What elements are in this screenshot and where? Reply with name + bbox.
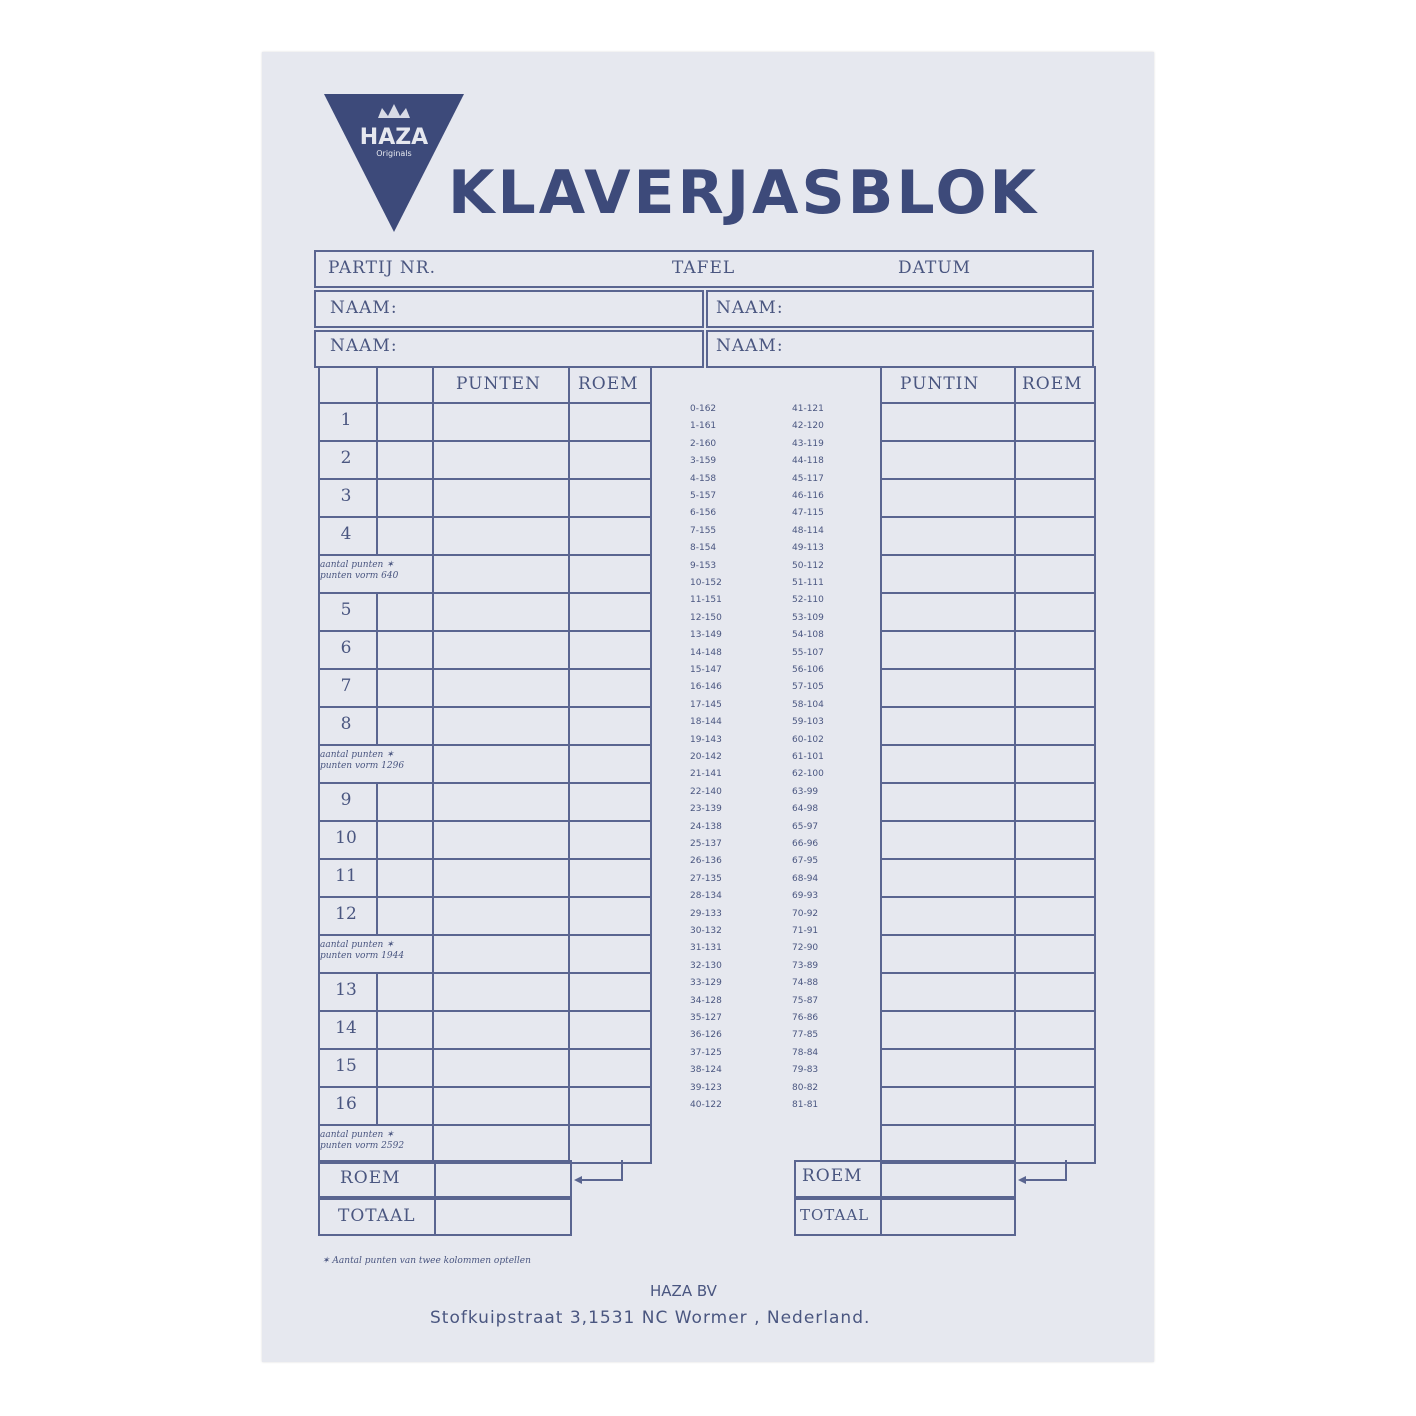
score-pair-left: 26-136 [690,856,722,867]
score-pair-right: 66-96 [792,839,819,849]
score-pair-right: 71-91 [792,926,819,936]
left-roem-arrow-icon [572,1158,624,1188]
right-score-cell[interactable] [1014,1048,1096,1088]
score-pair-left: 12-150 [690,612,722,623]
score-pair-left: 16-146 [690,682,722,693]
left-score-cell[interactable] [432,1010,570,1050]
right-score-cell[interactable] [1014,858,1096,898]
left-score-cell[interactable] [376,1048,434,1088]
right-score-cell[interactable] [1014,668,1096,708]
round-number: 13 [335,980,357,1000]
right-score-cell[interactable] [880,402,1016,442]
tafel-label: TAFEL [672,258,736,278]
left-roem-label: ROEM [340,1168,401,1188]
left-score-cell[interactable] [376,478,434,518]
score-pair-right: 56-106 [792,665,824,675]
right-score-cell[interactable] [880,478,1016,518]
score-pair-right: 51-111 [792,578,824,588]
right-score-cell[interactable] [1014,1010,1096,1050]
score-pair-left: 17-145 [690,699,722,710]
score-pair-right: 43-119 [792,438,824,449]
score-pair-right: 44-118 [792,456,824,467]
right-score-cell[interactable] [1014,592,1096,632]
score-pair-right: 81-81 [792,1100,819,1110]
right-score-cell[interactable] [880,744,1016,784]
left-subtotal-cell[interactable] [432,554,570,594]
score-pair-right: 50-112 [792,560,824,571]
score-pair-left: 39-123 [690,1082,722,1093]
right-score-cell[interactable] [880,440,1016,480]
score-pair-left: 38-124 [690,1065,722,1076]
left-score-cell[interactable] [432,896,570,936]
right-score-cell[interactable] [880,706,1016,746]
right-score-cell[interactable] [1014,782,1096,822]
score-pair-left: 34-128 [690,995,722,1006]
name-label-3: NAAM: [330,336,398,356]
right-score-cell[interactable] [880,668,1016,708]
right-score-cell[interactable] [1014,706,1096,746]
score-pair-right: 78-84 [792,1047,819,1058]
score-pair-left: 9-153 [690,560,717,571]
left-subtotal-cell[interactable] [568,744,652,784]
score-pair-right: 59-103 [792,717,824,728]
right-score-cell[interactable] [880,1048,1016,1088]
right-score-cell[interactable] [1014,934,1096,974]
score-pair-right: 75-87 [792,995,819,1006]
name-label-4: NAAM: [716,336,784,356]
left-score-cell[interactable] [568,782,652,822]
left-score-cell[interactable] [568,668,652,708]
name-label-2: NAAM: [716,298,784,318]
score-pair-right: 42-120 [792,421,824,432]
score-pair-left: 37-125 [690,1047,722,1058]
score-pair-left: 8-154 [690,543,717,554]
left-score-cell[interactable] [568,1048,652,1088]
left-totaal-label: TOTAAL [338,1206,416,1226]
score-pair-left: 21-141 [690,769,722,780]
right-score-cell[interactable] [1014,516,1096,556]
left-score-cell[interactable] [432,972,570,1012]
company-address: Stofkuipstraat 3,1531 NC Wormer , Nederland. [430,1308,871,1328]
score-pair-left: 35-127 [690,1013,722,1023]
round-number: 6 [340,638,352,658]
haza-logo [322,92,466,234]
left-score-cell[interactable] [432,630,570,670]
score-pair-right: 52-110 [792,595,824,606]
left-subtotal-cell[interactable] [568,554,652,594]
left-score-cell[interactable] [432,516,570,556]
left-score-cell[interactable] [376,706,434,746]
right-score-cell[interactable] [880,782,1016,822]
logo-subtext: Originals [376,149,412,158]
score-pair-right: 45-117 [792,473,824,484]
score-pair-left: 31-131 [690,943,722,954]
score-pair-right: 54-108 [792,630,824,641]
right-score-cell[interactable] [1014,1086,1096,1126]
left-header-cell [318,366,378,404]
score-pair-left: 14-148 [690,647,722,658]
round-number: 3 [340,486,352,506]
left-score-cell[interactable] [376,516,434,556]
subtotal-note: aantal punten ✶ punten vorm 2592 [320,1130,405,1151]
score-pair-left: 2-160 [690,438,717,449]
right-score-cell[interactable] [1014,972,1096,1012]
left-score-cell[interactable] [376,402,434,442]
score-pair-right: 57-105 [792,682,824,693]
score-pair-right: 47-115 [792,508,824,519]
left-subtotal-cell[interactable] [568,934,652,974]
left-header-cell [376,366,434,404]
right-score-cell[interactable] [1014,630,1096,670]
round-number: 14 [335,1018,357,1038]
score-pair-right: 53-109 [792,612,824,623]
left-score-cell[interactable] [568,858,652,898]
left-score-cell[interactable] [568,706,652,746]
score-pair-right: 55-107 [792,647,824,658]
right-score-cell[interactable] [1014,478,1096,518]
footnote: ✶ Aantal punten van twee kolommen optellen [322,1256,531,1266]
left-score-cell[interactable] [432,592,570,632]
right-totaal-label: TOTAAL [800,1206,870,1224]
score-pair-right: 65-97 [792,821,819,832]
left-score-cell[interactable] [432,820,570,860]
round-number: 2 [340,448,352,468]
left-score-cell[interactable] [568,440,652,480]
score-pair-right: 68-94 [792,873,819,884]
left-score-cell[interactable] [376,896,434,936]
score-pair-left: 20-142 [690,752,722,762]
score-pair-left: 23-139 [690,804,722,815]
score-pair-right: 49-113 [792,543,824,554]
right-score-cell[interactable] [1014,440,1096,480]
logo-brand: HAZA [359,125,429,150]
right-score-cell[interactable] [880,554,1016,594]
score-pair-left: 11-151 [690,595,722,606]
datum-label: DATUM [898,258,972,278]
left-score-cell[interactable] [432,478,570,518]
right-score-cell[interactable] [1014,896,1096,936]
round-number: 7 [340,676,352,696]
left-score-cell[interactable] [376,820,434,860]
right-score-cell[interactable] [880,1124,1016,1164]
round-number: 8 [340,714,352,734]
subtotal-note: aantal punten ✶ punten vorm 1296 [320,750,405,771]
score-pair-right: 46-116 [792,491,824,501]
right-score-cell[interactable] [1014,402,1096,442]
left-score-cell[interactable] [376,592,434,632]
right-roem-arrow-icon [1016,1158,1068,1188]
right-score-cell[interactable] [880,1010,1016,1050]
left-score-cell[interactable] [432,782,570,822]
partij-label: PARTIJ NR. [328,258,437,278]
page-title: KLAVERJASBLOK [448,158,1040,228]
score-pair-right: 41-121 [792,404,824,414]
score-pair-right: 63-99 [792,786,819,797]
left-subtotal-cell[interactable] [432,744,570,784]
left-score-cell[interactable] [568,592,652,632]
score-pair-right: 72-90 [792,943,819,954]
right-punten-header: PUNTIN [900,374,980,394]
score-pair-left: 10-152 [690,578,722,588]
score-pair-left: 22-140 [690,786,722,797]
score-pair-left: 13-149 [690,630,722,641]
round-number: 15 [335,1056,357,1076]
score-pair-left: 32-130 [690,960,722,971]
right-score-cell[interactable] [880,972,1016,1012]
score-pair-left: 24-138 [690,821,722,832]
right-score-cell[interactable] [1014,744,1096,784]
score-pair-right: 67-95 [792,856,819,867]
score-pair-left: 3-159 [690,456,717,467]
left-roem-header: ROEM [578,374,639,394]
score-pair-right: 70-92 [792,908,819,919]
round-number: 4 [340,524,352,544]
left-score-cell[interactable] [376,782,434,822]
left-score-cell[interactable] [568,1086,652,1126]
right-score-cell[interactable] [1014,820,1096,860]
left-score-cell[interactable] [432,440,570,480]
left-score-cell[interactable] [376,1010,434,1050]
left-score-cell[interactable] [376,858,434,898]
name-label-1: NAAM: [330,298,398,318]
left-score-cell[interactable] [376,1086,434,1126]
score-pair-left: 6-156 [690,508,717,519]
score-pair-left: 5-157 [690,491,717,501]
score-pair-left: 27-135 [690,873,722,884]
score-pair-right: 69-93 [792,891,819,902]
score-pair-left: 19-143 [690,734,722,745]
right-roem-header: ROEM [1022,374,1083,394]
left-score-cell[interactable] [376,630,434,670]
score-pair-left: 0-162 [690,404,717,414]
left-score-cell[interactable] [376,668,434,708]
left-score-cell[interactable] [568,1010,652,1050]
score-pair-right: 60-102 [792,734,824,745]
score-pair-right: 77-85 [792,1030,819,1041]
right-score-cell[interactable] [880,934,1016,974]
score-pair-right: 48-114 [792,525,824,536]
score-pair-left: 4-158 [690,473,717,484]
right-score-cell[interactable] [880,1086,1016,1126]
round-number: 9 [340,790,352,810]
right-score-cell[interactable] [880,858,1016,898]
left-score-cell[interactable] [432,1086,570,1126]
left-score-cell[interactable] [432,706,570,746]
score-pair-left: 7-155 [690,525,717,536]
score-pair-left: 18-144 [690,717,722,728]
left-subtotal-cell[interactable] [432,934,570,974]
subtotal-note: aantal punten ✶ punten vorm 640 [320,560,399,581]
right-score-cell[interactable] [880,630,1016,670]
left-punten-header: PUNTEN [456,374,541,394]
subtotal-note: aantal punten ✶ punten vorm 1944 [320,940,405,961]
score-pair-right: 76-86 [792,1013,819,1023]
score-pair-left: 30-132 [690,926,722,936]
round-number: 11 [335,866,357,886]
left-score-cell[interactable] [568,516,652,556]
left-score-cell[interactable] [568,896,652,936]
score-pair-right: 61-101 [792,752,824,762]
score-pair-right: 80-82 [792,1082,819,1093]
company-name: HAZA BV [650,1282,717,1300]
left-subtotal-cell[interactable] [432,1124,570,1164]
round-number: 1 [340,410,352,430]
right-score-cell[interactable] [880,516,1016,556]
score-pair-right: 73-89 [792,960,819,971]
score-pair-left: 40-122 [690,1100,722,1110]
score-pair-right: 62-100 [792,769,824,780]
round-number: 5 [340,600,352,620]
right-score-cell[interactable] [880,592,1016,632]
score-pair-left: 15-147 [690,665,722,675]
right-score-cell[interactable] [1014,554,1096,594]
score-pair-left: 1-161 [690,421,717,432]
score-pair-right: 74-88 [792,978,819,989]
round-number: 16 [335,1094,357,1114]
left-score-cell[interactable] [432,402,570,442]
round-number: 10 [335,828,357,848]
score-pair-left: 25-137 [690,839,722,849]
left-score-cell[interactable] [568,972,652,1012]
right-score-cell[interactable] [880,820,1016,860]
left-score-cell[interactable] [432,668,570,708]
left-score-cell[interactable] [376,972,434,1012]
left-score-cell[interactable] [432,858,570,898]
left-score-cell[interactable] [376,440,434,480]
score-pair-left: 28-134 [690,891,722,902]
score-pair-right: 58-104 [792,699,824,710]
left-score-cell[interactable] [568,478,652,518]
left-score-cell[interactable] [568,820,652,860]
left-score-cell[interactable] [568,630,652,670]
right-score-cell[interactable] [880,896,1016,936]
score-pair-left: 33-129 [690,978,722,989]
score-pair-left: 36-126 [690,1030,722,1041]
left-score-cell[interactable] [568,402,652,442]
round-number: 12 [335,904,357,924]
right-roem-label: ROEM [802,1166,863,1186]
score-pair-right: 79-83 [792,1065,819,1076]
left-score-cell[interactable] [432,1048,570,1088]
score-pair-left: 29-133 [690,908,722,919]
score-pair-right: 64-98 [792,804,819,815]
